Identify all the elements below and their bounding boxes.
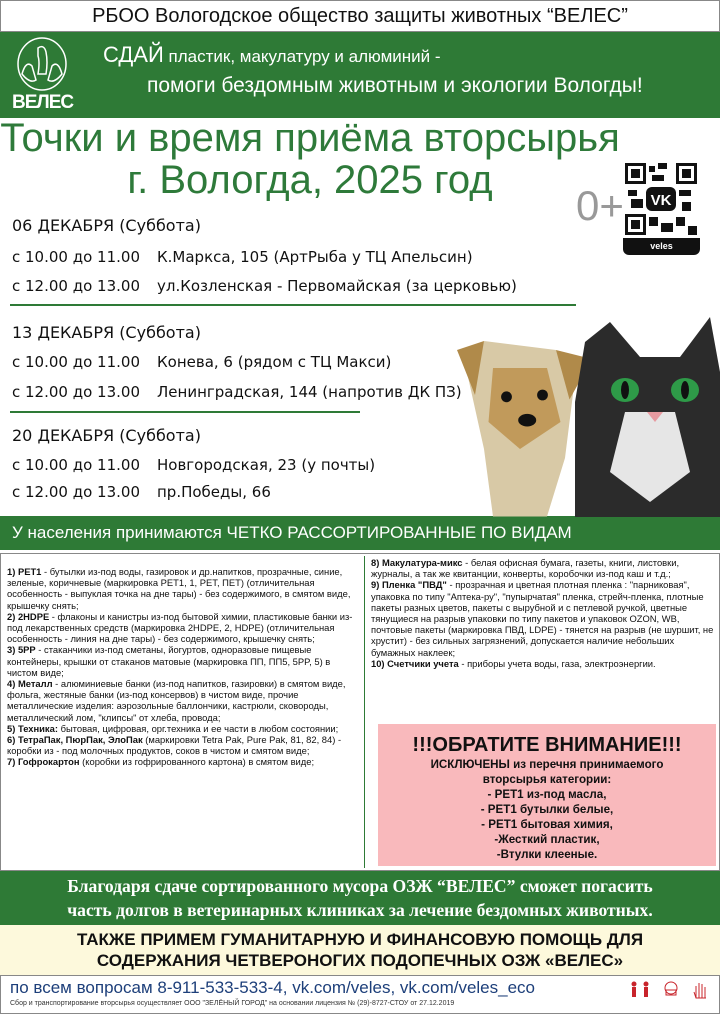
category-item — [7, 678, 359, 723]
date-heading: 06 ДЕКАБРЯ (Суббота) — [12, 216, 201, 235]
place: ул.Козленская - Первомайская (за церковью) — [157, 277, 517, 295]
category-name: 1) PET1 — [7, 566, 42, 577]
attention-line: - PET1 из-под масла, — [487, 788, 607, 801]
place: Новгородская, 23 (у почты) — [157, 456, 376, 474]
attention-line: -Втулки клееные. — [496, 848, 598, 861]
time: с 10.00 до 11.00 — [12, 456, 140, 474]
help-banner — [0, 925, 720, 975]
thanks-line: часть долгов в ветеринарных клиниках за лечение бездомных животных. — [67, 900, 653, 920]
schedule-row — [12, 456, 376, 474]
category-item — [7, 566, 359, 611]
slogan-line-1 — [103, 42, 441, 68]
category-text: - алюминиевые банки (из-под напитков, газировки) в смятом виде, фольга, жестяные банки (из-под консервов) в чистом виде, прочие металлические изделия: аэрозольные баллончики, кастрюли, сковороды, металлический лом, "клипсы" от хлеба, провода; — [7, 678, 346, 723]
category-name: 2) 2HDPE — [7, 610, 50, 622]
time: с 12.00 до 13.00 — [12, 483, 140, 501]
divider — [10, 304, 576, 306]
title-line-2: г. Вологда, 2025 год — [127, 158, 493, 202]
mask-icon — [665, 982, 677, 995]
slogan-rest: пластик, макулатуру и алюминий - — [163, 47, 441, 66]
slogan-line-2: помоги бездомным животным и экологии Вологды! — [147, 74, 643, 97]
logo-text: ВЕЛЕС — [12, 92, 74, 113]
category-item — [7, 723, 359, 734]
attention-line: -Жесткий пластик, — [494, 833, 600, 846]
schedule-row — [12, 248, 473, 266]
distance-icon — [632, 982, 649, 998]
category-name: 9) Пленка "ПВД" — [371, 579, 447, 591]
categories-left — [7, 566, 359, 768]
help-line: СОДЕРЖАНИЯ ЧЕТВЕРОНОГИХ ПОДОПЕЧНЫХ ОЗЖ «ВЕЛЕС» — [96, 951, 624, 970]
svg-text:VK: VK — [650, 192, 672, 209]
schedule-row — [12, 483, 271, 501]
schedule-row — [12, 383, 462, 401]
category-text: бытовая, цифровая, орг.техника и ее части в любом состоянии; — [57, 722, 339, 734]
time: с 10.00 до 11.00 — [12, 353, 140, 371]
place: Ленинградская, 144 (напротив ДК ПЗ) — [157, 383, 462, 401]
category-name: 8) Макулатура-микс — [371, 557, 463, 568]
attention-heading: !!!ОБРАТИТЕ ВНИМАНИЕ!!! — [412, 734, 682, 756]
attention-line: вторсырья категории: — [482, 773, 612, 786]
veles-logo — [12, 36, 72, 114]
category-item — [371, 658, 715, 669]
schedule-row — [12, 277, 517, 295]
date-heading: 13 ДЕКАБРЯ (Суббота) — [12, 323, 201, 342]
category-text: - стаканчики из-под сметаны, йогуртов, одноразовые пищевые контейнеры, крышки от стаканов матовые (маркировка ПП, ПП5, 5PP, 5) в чистом виде; — [7, 644, 331, 678]
categories-panel — [0, 553, 720, 871]
safety-icons — [626, 980, 716, 1010]
cat-icon — [575, 317, 720, 517]
attention-box — [378, 724, 716, 866]
license-note: Сбор и транспортирование вторсырья осуществляет ООО "ЗЕЛЁНЫЙ ГОРОД" на основании лицензия № (29)-8727-СТОУ от 27.12.2019 — [10, 1000, 455, 1007]
time: с 12.00 до 13.00 — [12, 383, 140, 401]
slogan-lead: СДАЙ — [103, 42, 164, 67]
attention-line: ИСКЛЮЧЕНЫ из перечня принимаемого — [430, 758, 664, 771]
category-item — [7, 611, 359, 645]
category-item — [7, 756, 359, 767]
date-heading: 20 ДЕКАБРЯ (Суббота) — [12, 426, 201, 445]
category-item — [371, 557, 715, 579]
slogan-band — [0, 32, 720, 118]
sorted-banner: У населения принимаются ЧЕТКО РАССОРТИРОВАННЫЕ ПО ВИДАМ — [0, 516, 720, 550]
contacts: по всем вопросам 8-911-533-533-4, vk.com/veles, vk.com/veles_eco — [10, 978, 535, 997]
category-name: 7) Гофрокартон — [7, 756, 80, 768]
attention-line: - PET1 бытовая химия, — [481, 818, 613, 831]
title-line-1: Точки и время приёма вторсырья — [0, 116, 620, 160]
hands-dog-logo-icon — [12, 36, 72, 94]
gloves-icon — [694, 983, 706, 998]
dog-icon — [457, 341, 592, 517]
help-line: ТАКЖЕ ПРИМЕМ ГУМАНИТАРНУЮ И ФИНАНСОВУЮ ПОМОЩЬ ДЛЯ — [76, 930, 644, 949]
category-item — [7, 734, 359, 756]
qr-label: veles — [623, 238, 700, 255]
page-title — [0, 117, 620, 201]
category-name: 6) ТетраПак, ПюрПак, ЭлоПак — [7, 734, 143, 746]
footer — [0, 975, 720, 1014]
category-text: (коробки из гофрированного картона) в смятом виде; — [79, 756, 315, 768]
thanks-banner — [0, 871, 720, 925]
place: К.Маркса, 105 (АртРыба у ТЦ Апельсин) — [157, 248, 473, 266]
column-divider — [364, 556, 365, 868]
category-text: (маркировки Tetra Pak, Pure Pak, 81, 82, 84) - коробки из - под молочных продуктов, соков в чистом и смятом виде; — [7, 734, 342, 757]
category-text: - прозрачная и цветная плотная пленка : "парниковая", упаковка по типу "Аптека-ру", "пупырчатая" пленка, стрейч-пленка, плотные пакеты разных цветов, пакеты с вырубной и с петлевой ручкой, цветные тянущиеся на разрыв упаковки по типу пакетов и упаковок OZON, WB, почтовые пакеты (маркировка ПВД, LDPE) - тянется на разрыв (не шуршит, не хрустит) - без сильных загрязнений, допускается наличие небольших бумажных наклеек; — [371, 579, 714, 658]
thanks-line: Благодаря сдаче сортированного мусора ОЗЖ “ВЕЛЕС” сможет погасить — [67, 876, 653, 896]
category-item — [7, 644, 359, 678]
dog-and-cat-illustration — [425, 312, 720, 517]
place: Конева, 6 (рядом с ТЦ Макси) — [157, 353, 392, 371]
category-item — [371, 579, 715, 657]
category-name: 10) Счетчики учета — [371, 657, 459, 669]
schedule-row — [12, 353, 392, 371]
category-name: 4) Металл — [7, 678, 53, 690]
age-rating: 0+ — [576, 182, 624, 229]
category-name: 3) 5PP — [7, 644, 36, 656]
category-text: - приборы учета воды, газа, электроэнергии. — [458, 657, 656, 669]
attention-line: - PET1 бутылки белые, — [480, 803, 614, 816]
time: с 12.00 до 13.00 — [12, 277, 140, 295]
time: с 10.00 до 11.00 — [12, 248, 140, 266]
place: пр.Победы, 66 — [157, 483, 271, 501]
org-header: РБОО Вологодское общество защиты животных “ВЕЛЕС” — [0, 0, 720, 32]
qr-code-icon[interactable] — [625, 163, 697, 235]
category-name: 5) Техника: — [7, 722, 58, 734]
category-text: - белая офисная бумага, газеты, книги, листовки, журналы, а так же квитанции, конверты, коробочки из-под каш и т.д.; — [371, 557, 680, 580]
category-text: - бутылки из-под воды, газировок и др.напитков, прозрачные, синие, зеленые, коричневые (маркировка PET1, 1, PET, ПЕТ) (отличительная особенность - выпуклая точка на дне тары) - без содержимого, в смятом виде, крышечку снять; — [7, 566, 351, 611]
categories-right — [371, 557, 715, 669]
divider — [10, 411, 360, 413]
category-text: - флаконы и канистры из-под бытовой химии, пластиковые банки из-под лекарственных средств (маркировка 2HDPE, 2, HDPE) (отличительная особенность - линия на дне тары) - без содержимого, крышечку снять; — [7, 610, 353, 645]
